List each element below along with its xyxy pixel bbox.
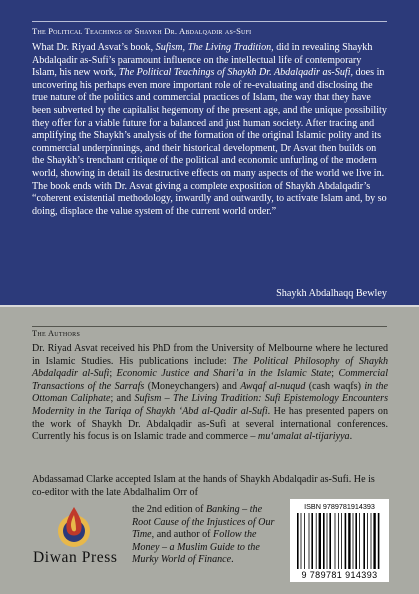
authors-panel [0, 307, 419, 594]
author-bio-clarke: Abdassamad Clarke accepted Islam at the hands of Shaykh Abdalqadir as-Sufi. He is co-editor with the late Abdalhalim Orr of [32, 474, 375, 498]
text-run: does in uncovering his perhaps even more important role of re-evaluating and disclosing the true nature of the politics and commercial practices of Islam, the way that they have been subverted by the capitalist hegemony of the present age, and the unique possibility they offer for a viable future for a balanced and just human society. After tracing and amplifying the Shaykh’s analysis of the formation of the original Islamic polity and its commercial underpinnings, and their historical development, Dr Asvat then builds on the Shaykh’s trenchant critique of the political and economic unfurling of the modern world, showing in detail its destructive effects on many aspects of the world we live in. The book ends with Dr. Asvat giving a complete exposition of Shaykh Abdalqadir’s “coherent existential methodology, inwardly and outwardly, to activate Islam and, by so doing, displace the value system of the current world order.” [32, 67, 387, 217]
text-run: Dr. Riyad Asvat received his PhD from the University of Melbourne where he lectured in Islamic Studies. His publications include: [32, 343, 388, 367]
barcode-bar [373, 513, 375, 569]
barcode-bar [363, 513, 365, 569]
barcode-bar [345, 513, 347, 569]
italic-text-run: mu‘amalat al-tijariyya [257, 431, 350, 443]
isbn-label: ISBN 9789781914393 [304, 502, 375, 511]
flame-drop-icon [54, 505, 94, 549]
description-text [32, 42, 388, 218]
barcode-bar [319, 513, 321, 569]
italic-text-run: Awqaf al-nuqud [240, 380, 306, 392]
barcode-bar [316, 513, 317, 569]
text-run: did in revealing Shaykh Abdalqadir as-Sufi’s paramount influence on the intellectual life of contemporary Islam, his new work, [32, 42, 373, 79]
italic-text-run: Commercial Transactions of the Sarrafs [32, 368, 388, 392]
barcode-bar [353, 513, 354, 569]
isbn-digits: 9 789781 914393 [301, 570, 378, 580]
text-run: What Dr. Riyad Asvat’s book, [32, 42, 156, 53]
barcode-bar [367, 513, 368, 569]
italic-text-run: Banking – the Root Cause of the Injustices of Our Time [132, 504, 275, 541]
barcode-bar [338, 513, 339, 569]
text-run: (cash waqfs) [305, 380, 365, 392]
divider [32, 326, 387, 327]
barcode-bar [323, 513, 325, 569]
barcode-bar [378, 513, 380, 569]
barcode-bar [335, 513, 336, 569]
barcode-bar [311, 513, 313, 569]
barcode-bar [355, 513, 357, 569]
barcode-bar [371, 513, 372, 569]
text-run: (Moneychangers) and [144, 380, 241, 392]
divider [32, 21, 387, 22]
barcode-bar [329, 513, 331, 569]
author-bio-clarke-continued [132, 504, 282, 567]
barcode-bar [309, 513, 310, 569]
text-run: ; [109, 368, 117, 380]
barcode-bar [348, 513, 350, 569]
text-run: ; and [110, 393, 135, 405]
authors-title: The Authors [32, 329, 81, 338]
text-run: , and author of [151, 529, 214, 541]
text-run: . [349, 431, 353, 443]
text-run: ; [331, 368, 339, 380]
barcode-bar [304, 513, 305, 569]
italic-text-run: in the Ottoman Caliphate [32, 380, 388, 405]
italic-text-run: The Political Philosophy of Shaykh Abdalqadir al-Sufi [32, 355, 388, 380]
description-title: The Political Teachings of Shaykh Dr. Abdalqadir as-Sufi [32, 26, 252, 36]
endorsement-signature: Shaykh Abdalhaqq Bewley [276, 288, 387, 299]
barcode-bar [301, 513, 302, 569]
italic-text-run: The Political Teachings of Shaykh Dr. Abdalqadir as-Sufi, [118, 67, 354, 79]
italic-text-run: Economic Justice and Shari’a in the Islamic State [116, 368, 332, 380]
barcode-bars [296, 513, 383, 569]
barcode-bar [341, 513, 342, 569]
author-bio-asvat [32, 343, 388, 444]
barcode-bar [359, 513, 360, 569]
barcode-bar [297, 513, 299, 569]
italic-text-run: Follow the Money – a Muslim Guide to the Murky World of Finance [132, 529, 260, 566]
publisher-name: Diwan Press [33, 549, 118, 566]
text-run: . [231, 554, 234, 566]
text-run: . He has presented papers on the work of Shaykh Dr. Abdalqadir as-Sufi at several international conferences. Currently his focus is on Islamic trade and commerce – [32, 405, 388, 443]
barcode [290, 499, 389, 582]
italic-text-run: Sufism, The Living Tradition, [155, 42, 274, 53]
barcode-bar [327, 513, 328, 569]
text-run: the 2nd edition of [132, 504, 207, 515]
italic-text-run: Sufism – The Living Tradition: Sufi Epistemology Encounters Modernity in the Tariqa of Shaykh ‘Abd al-Qadir al-Sufi [32, 393, 388, 417]
